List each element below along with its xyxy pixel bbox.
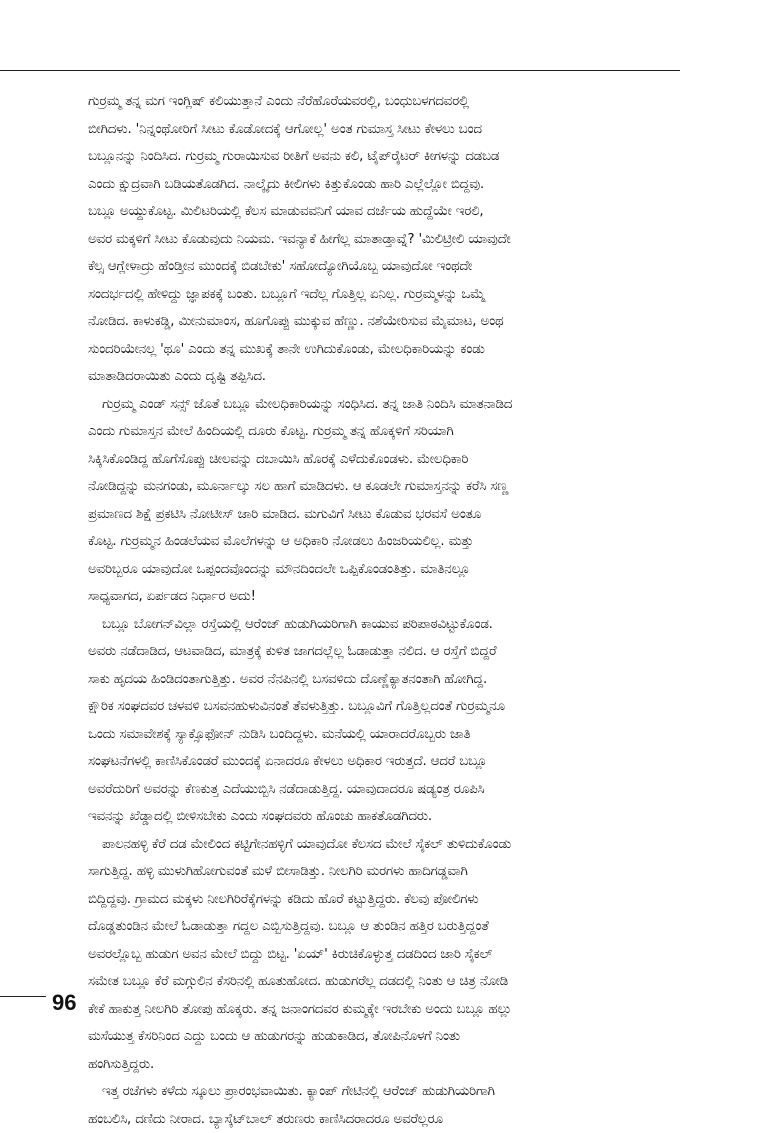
- text-line: ನೋಡಿದ. ಕಾಳುಕಡ್ಡಿ, ಮೀನುಮಾಂಸ, ಹೂಗೊಪ್ಪು ಮುಕ್ಕುವ ಹೆಣ್ಣು. ನಶೆಯೇರಿಸುವ ಮೈಮಾಟ, ಅಂಥ: [88, 308, 678, 336]
- text-line: ಅವರಿಬ್ಬರೂ ಯಾವುದೋ ಒಪ್ಪಂದವೊಂದನ್ನು ಮೌನದಿಂದಲೇ ಒಪ್ಪಿಕೊಂಡಂತಿತ್ತು. ಮಾತಿನಲ್ಲೂ: [88, 556, 678, 584]
- text-line: ಕೆಲ್ಸ ಆಗ್ಲೇಳಾದ್ರು ಹೆಂಡ್ತೀನ ಮುಂದಕ್ಕೆ ಬಿಡಬೇಕು' ಸಹೋದ್ಯೋಗಿಯೊಬ್ಬ ಯಾವುದೋ ಇಂಥದೇ: [88, 253, 678, 281]
- text-line: ಕೊಟ್ಟ. ಗುರ್ರಮ್ಮನ ಹಿಂಡಲೆಯವ ಮೊಲೆಗಳನ್ನು ಆ ಅಧಿಕಾರಿ ನೋಡಲು ಹಿಂಜರಿಯಲಿಲ್ಲ. ಮತ್ತು: [88, 528, 678, 556]
- footer-rule: [0, 996, 46, 997]
- text-line: ಸಾಗುತ್ತಿದ್ದ. ಹಳ್ಳಿ ಮುಳುಗಿಹೋಗುವಂತೆ ಮಳೆ ಬೀಸಾಡಿತ್ತು. ನೀಲಗಿರಿ ಮರಗಳು ಹಾದಿಗಡ್ಡವಾಗಿ: [88, 858, 678, 886]
- text-line: ಸಿಕ್ಕಿಸಿಕೊಂಡಿದ್ದ ಹೊಗೆಸೊಪ್ಪು ಚೀಲವನ್ನು ದಬಾಯಿಸಿ ಹೊರಕ್ಕೆ ಎಳೆದುಕೊಂಡಳು. ಮೇಲಧಿಕಾರಿ: [88, 446, 678, 474]
- text-line: ಇವನನ್ನು ಖೆಡ್ಡಾದಲ್ಲಿ ಬೀಳಿಸಬೇಕು ಎಂದು ಸಂಘದವರು ಹೊಂಚು ಹಾಕತೊಡಗಿದರು.: [88, 803, 678, 831]
- text-line: ಹಂಬಲಿಸಿ, ದಣಿದು ನೀರಾದ. ಬ್ಯಾಸ್ಕೆಟ್‌ಬಾಲ್ ತರುಣರು ಕಾಣಿಸಿದರಾದರೂ ಅವರೆಲ್ಲರೂ: [88, 1106, 678, 1133]
- text-line: ಬಬ್ಲೂನನ್ನು ನಿಂದಿಸಿದ. ಗುರ್ರಮ್ಮ ಗುರಾಯಿಸುವ ರೀತಿಗೆ ಅವನು ಕಲಿ, ಟೈಪ್‌ರೈಟರ್ ಕೀಗಳನ್ನು ದಡಬಡ: [88, 143, 678, 171]
- text-line: ಮಾತಾಡಿದರಾಯಿತು ಎಂದು ದೃಷ್ಟಿ ತಪ್ಪಿಸಿದ.: [88, 363, 678, 391]
- text-line: ಗುರ್ರಮ್ಮ ತನ್ನ ಮಗ ಇಂಗ್ಲಿಷ್ ಕಲಿಯುತ್ತಾನೆ ಎಂದು ನೆರೆಹೊರೆಯವರಲ್ಲಿ, ಬಂಧುಬಳಗದವರಲ್ಲಿ: [88, 88, 678, 116]
- paragraph-start-line: ಇತ್ತ ರಜೆಗಳು ಕಳೆದು ಸ್ಕೂಲು ಪ್ರಾರಂಭವಾಯಿತು. ಕ್ಯಾಂಪ್ ಗೇಟಿನಲ್ಲಿ ಆರೆಂಜ್ ಹುಡುಗಿಯರಿಗಾಗಿ: [88, 1078, 678, 1106]
- text-line: ಎಂದು ಗುಮಾಸ್ತನ ಮೇಲೆ ಹಿಂದಿಯಲ್ಲಿ ದೂರು ಕೊಟ್ಟ. ಗುರ್ರಮ್ಮ ತನ್ನ ಹೊಕ್ಕಳಿಗೆ ಸರಿಯಾಗಿ: [88, 418, 678, 446]
- text-line: ಅವರಲ್ಲೊಬ್ಬ ಹುಡುಗ ಅವನ ಮೇಲೆ ಬಿದ್ದು ಬಿಟ್ಟ. 'ಏಯ್' ಕಿರುಚಿಕೊಳ್ಳುತ್ತ ದಡದಿಂದ ಜಾರಿ ಸೈಕಲ್: [88, 941, 678, 969]
- text-line: ಕ್ಷೌರಿಕ ಸಂಘದವರ ಚಳವಳಿ ಬಸವನಹುಳುವಿನಂತೆ ತೆವಳುತ್ತಿತ್ತು. ಬಬ್ಲೂವಿಗೆ ಗೊತ್ತಿಲ್ಲದಂತೆ ಗುರ್ರಮ್ಮನೂ: [88, 693, 678, 721]
- text-line: ನೋಡಿದ್ದನ್ನು ಮನಗಂಡು, ಮೂರ್ನಾಲ್ಕು ಸಲ ಹಾಗೆ ಮಾಡಿದಳು. ಆ ಕೂಡಲೇ ಗುಮಾಸ್ತನನ್ನು ಕರೆಸಿ ಸಣ್ಣ: [88, 473, 678, 501]
- text-line: ಸಾಧ್ಯವಾಗದ, ಏರ್ಪಡದ ನಿರ್ಧಾರ ಅದು!: [88, 583, 678, 611]
- text-line: ಸುಂದರಿಯೇನಲ್ಲ 'ಥೂ' ಎಂದು ತನ್ನ ಮುಖಕ್ಕೆ ತಾನೇ ಉಗಿದುಕೊಂಡು, ಮೇಲಧಿಕಾರಿಯನ್ನು ಕಂಡು: [88, 336, 678, 364]
- text-line: ಅವರ ಮಕ್ಕಳಿಗೆ ಸೀಟು ಕೊಡುವುದು ನಿಯಮ. ಇವನ್ಯಾಕೆ ಹೀಗೆಲ್ಲ ಮಾತಾಡ್ತಾವ್ನೆ? 'ಮಿಲಿಟ್ರೀಲಿ ಯಾವುದೇ: [88, 226, 678, 254]
- text-line: ಅವರು ನಡೆದಾಡಿದ, ಆಟವಾಡಿದ, ಮಾತ್ರಕ್ಕೆ ಕುಳಿತ ಜಾಗದಲ್ಲೆಲ್ಲ ಓಡಾಡುತ್ತಾ ನಲಿದ. ಆ ರಸ್ತೆಗೆ ಬಿದ್ದರೆ: [88, 638, 678, 666]
- text-line: ಸಂಘಟನೆಗಳಲ್ಲಿ ಕಾಣಿಸಿಕೊಂಡರೆ ಮುಂದಕ್ಕೆ ಏನಾದರೂ ಕೇಳಲು ಅಧಿಕಾರ ಇರುತ್ತದೆ. ಆದರೆ ಬಬ್ಲೂ: [88, 748, 678, 776]
- paragraph-start-line: ಗುರ್ರಮ್ಮ ಎಂಡ್ ಸನ್ಸ್ ಜೊತೆ ಬಬ್ಲೂ ಮೇಲಧಿಕಾರಿಯನ್ನು ಸಂಧಿಸಿದ. ತನ್ನ ಜಾತಿ ನಿಂದಿಸಿ ಮಾತನಾಡಿದ: [88, 391, 678, 419]
- text-line: ಬಬ್ಲೂ ಅಯ್ದುಕೊಟ್ಟ. ಮಿಲಿಟರಿಯಲ್ಲಿ ಕೆಲಸ ಮಾಡುವವನಿಗೆ ಯಾವ ದರ್ಜೆಯ ಹುದ್ದೆಯೇ ಇರಲಿ,: [88, 198, 678, 226]
- text-line: ಬೀಗಿದಳು. 'ನಿನ್ನಂಥೋರಿಗೆ ಸೀಟು ಕೊಡೋದಕ್ಕೆ ಆಗೋಲ್ಲ' ಅಂತ ಗುಮಾಸ್ತ ಸೀಟು ಕೇಳಲು ಬಂದ: [88, 116, 678, 144]
- text-line: ಪ್ರಮಾಣದ ಶಿಕ್ಷೆ ಪ್ರಕಟಿಸಿ ನೋಟೀಸ್ ಜಾರಿ ಮಾಡಿದ. ಮಗುವಿಗೆ ಸೀಟು ಕೊಡುವ ಭರವಸೆ ಅಂತೂ: [88, 501, 678, 529]
- paragraph-start-line: ಬಬ್ಲೂ ಬೋಗನ್‌ವಿಲ್ಲಾ ರಸ್ತೆಯಲ್ಲಿ ಆರೆಂಜ್ ಹುಡುಗಿಯರಿಗಾಗಿ ಕಾಯುವ ಪರಿಪಾಠವಿಟ್ಟುಕೊಂಡ.: [88, 611, 678, 639]
- text-line: ಸಮೇತ ಬಬ್ಲೂ ಕೆರೆ ಮಗ್ಗುಲಿನ ಕೆಸರಿನಲ್ಲಿ ಹೂತುಹೋದ. ಹುಡುಗರೆಲ್ಲ ದಡದಲ್ಲಿ ನಿಂತು ಆ ಚಿತ್ರ ನೋಡಿ: [88, 968, 678, 996]
- text-line: ಮಸೆಯುತ್ತ ಕೆಸರಿನಿಂದ ಎದ್ದು ಬಂದು ಆ ಹುಡುಗರನ್ನು ಹುಡುಕಾಡಿದ, ತೋಪಿನೊಳಗೆ ನಿಂತು: [88, 1023, 678, 1051]
- paragraph-start-line: ಪಾಲನಹಳ್ಳಿ ಕೆರೆ ದಡ ಮೇಲಿಂದ ಕಟ್ಟಿಗೇನಹಳ್ಳಿಗೆ ಯಾವುದೋ ಕೆಲಸದ ಮೇಲೆ ಸೈಕಲ್ ತುಳಿದುಕೊಂಡು: [88, 831, 678, 859]
- text-line: ಒಂದು ಸಮಾವೇಶಕ್ಕೆ ಸ್ಯಾಕ್ಸೊಫೋನ್ ನುಡಿಸಿ ಬಂದಿದ್ದಳು. ಮನೆಯಲ್ಲಿ ಯಾರಾದರೊಬ್ಬರು ಜಾತಿ: [88, 721, 678, 749]
- text-line: ಸಾಕು ಹೃದಯ ಹಿಂಡಿದಂತಾಗುತ್ತಿತ್ತು. ಅವರ ನೆನಪಿನಲ್ಲಿ ಬಸವಳಿದು ದೊಣ್ಣೆಕ್ಯಾತನಂತಾಗಿ ಹೋಗಿದ್ದ.: [88, 666, 678, 694]
- text-line: ದೊಡ್ಡತುಂಡಿನ ಮೇಲೆ ಓಡಾಡುತ್ತಾ ಗದ್ದಲ ಎಬ್ಬಿಸುತ್ತಿದ್ದವು. ಬಬ್ಲೂ ಆ ತುಂಡಿನ ಹತ್ತಿರ ಬರುತ್ತಿದ್ದಂತೆ: [88, 913, 678, 941]
- page-number: 96: [52, 988, 76, 1018]
- header-rule: [0, 70, 680, 71]
- text-line: ಬಿದ್ದಿದ್ದವು. ಗ್ರಾಮದ ಮಕ್ಕಳು ನೀಲಗಿರಿರೆಕ್ಕೆಗಳನ್ನು ಕಡಿದು ಹೊರೆ ಕಟ್ಟುತ್ತಿದ್ದರು. ಕೆಲವು ಪೋಲಿಗಳು: [88, 886, 678, 914]
- text-line: ಹಂಗಿಸುತ್ತಿದ್ದರು.: [88, 1051, 678, 1079]
- body-text: [88, 88, 678, 1133]
- text-line: ಅವರೆದುರಿಗೆ ಅವರನ್ನು ಕೆಣಕುತ್ತ ಎದೆಯುಬ್ಬಿಸಿ ನಡೆದಾಡುತ್ತಿದ್ದ. ಯಾವುದಾದರೂ ಷಡ್ಯಂತ್ರ ರೂಪಿಸಿ: [88, 776, 678, 804]
- text-line: ಎಂದು ಕ್ಷುದ್ರವಾಗಿ ಬಡಿಯತೊಡಗಿದ. ನಾಲ್ಕೈದು ಕೀಲಿಗಳು ಕಿತ್ತುಕೊಂಡು ಹಾರಿ ಎಲ್ಲೆಲ್ಲೋ ಬಿದ್ದವು.: [88, 171, 678, 199]
- text-line: ಸಂದರ್ಭದಲ್ಲಿ ಹೇಳಿದ್ದು ಜ್ಞಾಪಕಕ್ಕೆ ಬಂತು. ಬಬ್ಲೂಗೆ ಇದೆಲ್ಲ ಗೊತ್ತಿಲ್ಲ ಏನಿಲ್ಲ. ಗುರ್ರಮ್ಮಳನ್ನು ಒಮ್ಮೆ: [88, 281, 678, 309]
- text-line: ಕೇಕೆ ಹಾಕುತ್ತ ನೀಲಗಿರಿ ತೋಪು ಹೊಕ್ಕರು. ತನ್ನ ಜನಾಂಗದವರ ಕುಮ್ಮಕ್ಕೇ ಇರಬೇಕು ಅಂದು ಬಬ್ಲೂ ಹಲ್ಲು: [88, 996, 678, 1024]
